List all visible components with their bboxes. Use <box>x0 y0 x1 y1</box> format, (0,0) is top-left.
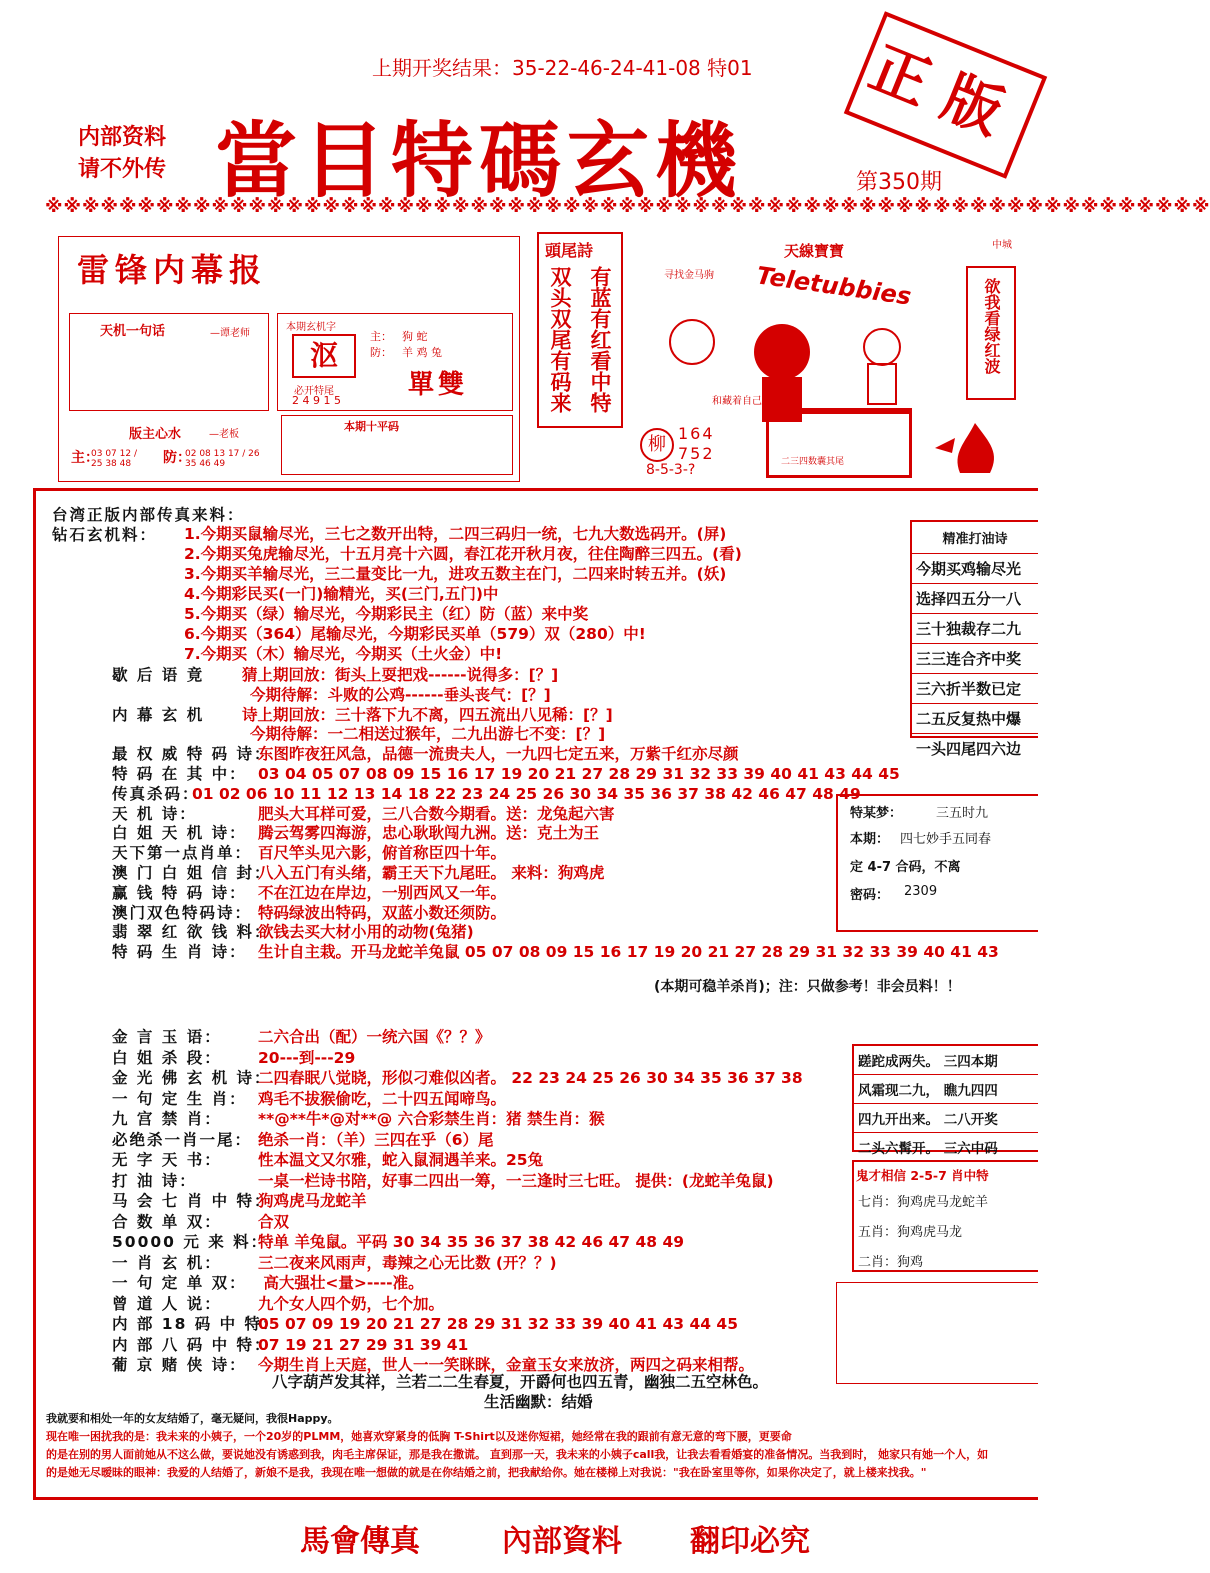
right-vertical-box <box>966 266 1016 400</box>
sidebar-mid <box>852 1044 1038 1157</box>
info-row <box>112 1295 444 1313</box>
liu-nums-1: 164 <box>678 424 715 443</box>
page-title: 當目特碼玄機 <box>215 113 744 209</box>
benqi-s-label: 本期： <box>850 832 890 847</box>
list-item: 2.今期买兔虎输尽光，十五月亮十六圆，春江花开秋月夜，往住陶醉三四五。(看) <box>184 545 742 563</box>
ghost-title: 鬼才相信 2-5-7 肖中特 <box>856 1168 989 1183</box>
row-label: 特 码 生 肖 诗： <box>112 943 247 962</box>
mima-label: 密码： <box>850 888 890 903</box>
stamp-text: 正版 <box>860 33 1031 155</box>
row-label: 金 言 玉 语： <box>112 1028 222 1046</box>
row-value: 诗上期回放：三十落下九不离，四五流出八见稀：[？] <box>242 705 613 724</box>
row-label: 白 姐 杀 段： <box>112 1048 222 1067</box>
ji-char: 沤 <box>292 334 356 378</box>
row-label: 50000 元 来 料： <box>112 1233 269 1251</box>
row-label: 合 数 单 双： <box>112 1212 222 1231</box>
leifeng-title: 雷锋内幕报 <box>77 251 268 289</box>
story-line: 我就要和相处一年的女友结婚了，毫无疑问，我很Happy。 <box>46 1412 339 1425</box>
numbered-list <box>184 525 742 665</box>
tianji-author: —谭老师 <box>210 328 250 339</box>
row-label: 翡 翠 红 欲 钱 料： <box>112 923 272 942</box>
star-divider: ※※※※※※※※※※※※※※※※※※※※※※※※※※※※※※※※※※※※※※※※※※※※※※※※※※※※※※※※※※※※※※※ <box>45 196 1210 217</box>
bubble-label: 和藏着自己 <box>712 396 762 407</box>
sidebar-poem-line: 今期买鸡输尽光 <box>912 554 1038 584</box>
teletubbies-cn: 天線寶寶 <box>784 242 845 260</box>
source-title: 台湾正版内部传真来料： <box>52 506 245 524</box>
row-label: 马 会 七 肖 中 特： <box>112 1192 272 1210</box>
shiping-title: 本期十平码 <box>344 420 399 433</box>
tejia-label: 特某梦： <box>850 806 903 821</box>
info-row <box>112 1090 506 1108</box>
row-value: 腾云驾雾四海游，忠心耿耿闯九洲。送：克土为王 <box>258 824 600 843</box>
sidebar-mid-line: 四九开出来。 二八开奖 <box>854 1104 1038 1133</box>
row-value: 特码绿波出特码，双蓝小数还须防。 <box>258 903 507 922</box>
sidebar-poem <box>910 520 1038 758</box>
shui-label: 版主心水 <box>129 427 182 442</box>
row-value: 今期生肖上天庭，世人一一笑眯眯，金童玉女来放济，两四之码来相帮。 <box>258 1356 755 1374</box>
xun-label: 寻找金马驹 <box>664 270 714 281</box>
row-value: 肥头大耳样可爱，三八合数今期看。送：龙兔起六害 <box>258 804 615 823</box>
row-value: 九个女人四个奶，七个加。 <box>258 1294 445 1313</box>
row-value: 一桌一栏诗书陪，好事二四出一筹，一三逢时三七旺。 提供：(龙蛇羊兔鼠) <box>258 1171 774 1190</box>
row-value: 特单 羊兔鼠。平码 30 34 35 36 37 38 42 46 47 48 49 <box>258 1233 685 1251</box>
info-row <box>112 844 506 862</box>
info-row <box>112 1151 543 1169</box>
row-label: 天下第一点肖单： <box>112 844 253 863</box>
row-label: 曾 道 人 说： <box>112 1294 222 1313</box>
teletubbies-en: Teletubbies <box>754 261 913 311</box>
info-row <box>112 904 506 922</box>
row-label: 葡 京 赌 侠 诗： <box>112 1356 247 1374</box>
tianji-title: 天机一句话 <box>100 324 166 339</box>
row-value: 三二夜来风雨声，毒辣之心无比数 (开？？) <box>258 1253 557 1272</box>
row-value: 不在江边在岸边，一别西风又一年。 <box>258 883 507 902</box>
story-line: 现在唯一困扰我的是：我未来的小姨子，一个20岁的PLMM，她喜欢穿紧身的低胸 T-Shirt以及迷你短裙，她经常在我的跟前有意无意的弯下腰，更要命 <box>46 1430 792 1443</box>
info-row <box>112 1274 424 1292</box>
row-label: 内 部 八 码 中 特： <box>112 1335 272 1354</box>
ghost-two: 二肖：狗鸡 <box>858 1255 924 1270</box>
fang-label: 防： <box>370 346 392 359</box>
note-line-2: 请不外传 <box>78 157 167 182</box>
row-value: 20---到---29 <box>258 1048 356 1067</box>
sidebar-mid-line: 风霜现二九， 瞧九四四 <box>854 1075 1038 1104</box>
tail-line-1: 八字葫芦发其祥，兰若二二生春夏，开爵何也四五青，幽独二五空林色。 <box>272 1373 769 1391</box>
zhu-nums: 03 07 12 / 25 38 48 <box>91 449 137 469</box>
tail-line-2: 生活幽默：结婚 <box>484 1393 593 1411</box>
row-value: 猜上期回放：街头上耍把戏------说得多：[？] <box>242 666 559 684</box>
info-row <box>112 666 558 684</box>
info-row <box>112 923 474 941</box>
single-double: 單雙 <box>408 370 469 400</box>
info-row <box>112 1069 803 1087</box>
source-label: 钻石玄机料： <box>52 526 158 544</box>
footer-mid: 內部資料 <box>502 1524 622 1559</box>
row-value: 生计自主栽。开马龙蛇羊兔鼠 05 07 08 09 15 16 17 19 20 21 27 28 29 31 32 33 39 40 41 43 <box>258 943 999 962</box>
row-value: 欲钱去买大材小用的动物(兔猪) <box>258 923 474 942</box>
xuanji-box <box>277 313 513 411</box>
tianji-box <box>69 313 269 411</box>
row-value: 狗鸡虎马龙蛇羊 <box>258 1192 367 1210</box>
row-label: 内 部 18 码 中 特： <box>112 1315 280 1333</box>
poem-col-2: 双头双尾有码来 <box>548 266 572 413</box>
row-value: 百尺竿头见六影，俯首称臣四十年。 <box>258 844 507 863</box>
info-row <box>112 1192 367 1210</box>
fire-icon <box>930 418 1020 488</box>
row-value: 性本温文又尔雅，蛇入鼠洞遇羊来。25兔 <box>258 1151 544 1169</box>
row-label: 一 句 定 生 肖： <box>112 1089 247 1108</box>
zhu-label: 主： <box>370 330 392 343</box>
info-row <box>112 1131 494 1149</box>
bite-value: 2 4 9 1 5 <box>292 394 341 407</box>
poem-col-1: 有蓝有红看中特 <box>588 266 612 413</box>
row-value: 合双 <box>258 1212 290 1231</box>
row-label: 赢 钱 特 码 诗： <box>112 883 247 902</box>
row-value: 二六合出（配）一统六国《？？》 <box>258 1028 491 1046</box>
row-value: 高大强壮<量>----准。 <box>258 1274 424 1292</box>
row-label: 歇 后 语 竟 <box>112 666 205 684</box>
last-result: 上期开奖结果：35-22-46-24-41-08 特01 <box>372 56 753 80</box>
row-value: 今期待解：斗败的公鸡------垂头丧气：[？] <box>250 685 551 704</box>
sidebar-secret <box>836 794 1038 932</box>
info-row <box>112 1315 738 1333</box>
leifeng-panel <box>58 236 520 482</box>
row-value: 03 04 05 07 08 09 15 16 17 19 20 21 27 28 29 31 32 33 39 40 41 43 44 45 <box>258 765 900 783</box>
reference-note: (本期可稳羊杀肖)；注：只做参考！非会员料！！ <box>654 979 961 995</box>
row-value: 鸡毛不拔猴偷吃，二十四五闻啼鸟。 <box>258 1089 507 1108</box>
row-label: 白 姐 天 机 诗： <box>112 824 247 843</box>
list-item: 7.今期买（木）输尽光，今期买（土火金）中! <box>184 645 503 663</box>
official-stamp <box>844 11 1047 179</box>
info-row <box>112 1213 289 1231</box>
row-value: 07 19 21 27 29 31 39 41 <box>258 1335 469 1354</box>
shui-author: —老板 <box>209 429 239 440</box>
poem-panel <box>537 232 623 428</box>
ghost-five: 五肖：狗鸡虎马龙 <box>858 1225 963 1240</box>
tejia-value: 三五时九 <box>936 806 989 821</box>
house-box <box>766 408 912 478</box>
bite-label: 必开特尾 <box>294 386 334 397</box>
benqi-label: 本期玄机字 <box>286 322 336 333</box>
internal-note <box>78 122 166 186</box>
info-row <box>112 864 604 882</box>
benqi-s-value: 四七妙手五同春 <box>900 832 992 847</box>
fang-nums-label: 防： <box>163 450 191 466</box>
info-row <box>112 1049 355 1067</box>
info-row <box>112 824 599 842</box>
row-value: 八入五门有头绪，霸王天下九尾旺。 来料：狗鸡虎 <box>258 864 605 882</box>
info-row <box>112 765 900 783</box>
row-label: 必绝杀一肖一尾： <box>112 1130 253 1149</box>
sidebar-poem-line: 二五反复热中爆 <box>912 704 1038 734</box>
fang-nums: 02 08 13 17 / 26 35 46 49 <box>185 449 260 469</box>
right-vertical-text: 欲我看绿红波 <box>982 278 1001 374</box>
story-line: 的是她无尽暧昧的眼神：我爱的人结婚了，新娘不是我，我现在唯一想做的就是在你结婚之前，把我献给你。她在楼梯上对我说："我在卧室里等你，如果你决定了，就上楼来找我。" <box>46 1466 927 1479</box>
footer-left: 馬會傳真 <box>300 1524 420 1559</box>
poem-title: 頭尾詩 <box>545 241 594 260</box>
sidebar-poem-line: 三十独裁存二九 <box>912 614 1038 644</box>
row-label: 澳 门 白 姐 信 封： <box>112 864 272 882</box>
info-row <box>112 1028 491 1046</box>
fang-value: 羊 鸡 兔 <box>402 346 442 359</box>
row-label: 内 幕 玄 机 <box>112 705 205 724</box>
row-value: 今期待解：一二相送过猴年，二九出游七不变：[？] <box>250 725 606 744</box>
shiping-box <box>281 415 513 475</box>
footer-right: 翻印必究 <box>690 1524 810 1559</box>
ding-label: 定 4-7 合码，不离 <box>850 860 961 875</box>
liu-nums-2: 752 <box>678 444 715 463</box>
list-item: 1.今期买鼠输尽光，三七之数开出特，二四三码归一统，七九大数选码开。(屏) <box>184 525 727 543</box>
sidebar-empty <box>836 1282 1038 1384</box>
row-label: 天 机 诗： <box>112 804 197 823</box>
info-row <box>112 745 739 763</box>
row-value: 01 02 06 10 11 12 13 14 18 22 23 24 25 26 30 34 35 36 37 38 42 46 47 48 49 <box>192 784 861 803</box>
sidebar-poem-line: 三三连合齐中奖 <box>912 644 1038 674</box>
info-row <box>112 1110 605 1128</box>
row-label: 打 油 诗： <box>112 1171 197 1190</box>
row-label: 无 字 天 书： <box>112 1151 222 1169</box>
info-row <box>112 1172 774 1190</box>
info-row <box>112 686 551 704</box>
house-text: 二三四数囊其尾 <box>781 457 845 467</box>
ghost-seven: 七肖：狗鸡虎马龙蛇羊 <box>858 1195 989 1210</box>
zhu-nums-label: 主： <box>71 450 99 466</box>
list-item: 6.今期买（364）尾输尽光，今期彩民买单（579）双（280）中! <box>184 625 646 643</box>
row-label: 一 句 定 单 双： <box>112 1274 247 1292</box>
mima-value: 2309 <box>904 884 938 899</box>
tag-small: 中城 <box>992 240 1012 251</box>
row-value: 二四春眠八觉晓，形似刁难似凶者。 22 23 24 25 26 30 34 35 36 37 38 <box>258 1069 803 1087</box>
row-label: 金 光 佛 玄 机 诗： <box>112 1069 272 1087</box>
liu-box <box>640 424 760 478</box>
sidebar-poem-line: 三六折半数已定 <box>912 674 1038 704</box>
sidebar-poem-line: 选择四五分一八 <box>912 584 1038 614</box>
liu-formula: 8-5-3-? <box>646 462 696 478</box>
row-label: 九 宫 禁 肖： <box>112 1110 222 1128</box>
note-line-1: 内部资料 <box>78 125 167 150</box>
row-value: 05 07 09 19 20 21 27 28 29 31 32 33 39 40 41 43 44 45 <box>258 1315 738 1333</box>
info-row <box>112 1336 468 1354</box>
row-label: 一 肖 玄 机： <box>112 1253 222 1272</box>
row-value: 东图昨夜狂风急，品德一流贵夫人，一九四七定五来，万紫千红亦尽颜 <box>258 745 739 764</box>
list-item: 3.今期买羊输尽光，三二量变比一九，进攻五数主在门，二四来时转五并。(妖) <box>184 565 727 583</box>
row-value: **@**牛*@对**@ 六合彩禁生肖：猪 禁生肖：猴 <box>258 1110 605 1128</box>
story-line: 的是在别的男人面前她从不这么做，要说她没有诱惑到我，肉毛主席保证，那是我在撒谎。 直到那一天，我未来的小姨子call我，让我去看看婚宴的准备情况。当我到时， 她家只有她一个人，如 <box>46 1448 989 1461</box>
sidebar-poem-title: 精准打油诗 <box>912 522 1038 554</box>
sidebar-mid-line: 蹉跎成两失。 三四本期 <box>854 1046 1038 1075</box>
sidebar-ghost <box>852 1160 1038 1272</box>
info-row <box>112 785 861 803</box>
info-row <box>112 805 615 823</box>
row-label: 最 权 威 特 码 诗： <box>112 745 272 764</box>
info-row <box>112 1254 557 1272</box>
sidebar-poem-line: 一头四尾四六边 <box>916 740 1022 758</box>
row-value: 绝杀一肖：（羊）三四在乎（6）尾 <box>258 1130 494 1149</box>
list-item: 5.今期买（绿）输尽光，今期彩民主（红）防（蓝）来中奖 <box>184 605 589 623</box>
issue-number: 第350期 <box>856 170 942 195</box>
list-item: 4.今期彩民买(一门)输精光，买(三门,五门)中 <box>184 585 499 603</box>
info-row <box>112 943 999 961</box>
row-label: 传真杀码： <box>112 784 200 803</box>
zhu-value: 狗 蛇 <box>402 330 428 343</box>
info-row <box>112 725 605 743</box>
info-row <box>112 884 506 902</box>
info-row <box>112 706 613 724</box>
row-label: 特 码 在 其 中： <box>112 765 247 783</box>
row-label: 澳门双色特码诗： <box>112 903 253 922</box>
sidebar-mid-line: 二头六髯开。 三六中码 <box>858 1141 998 1157</box>
info-row <box>112 1233 684 1251</box>
liu-char: 柳 <box>640 428 674 462</box>
